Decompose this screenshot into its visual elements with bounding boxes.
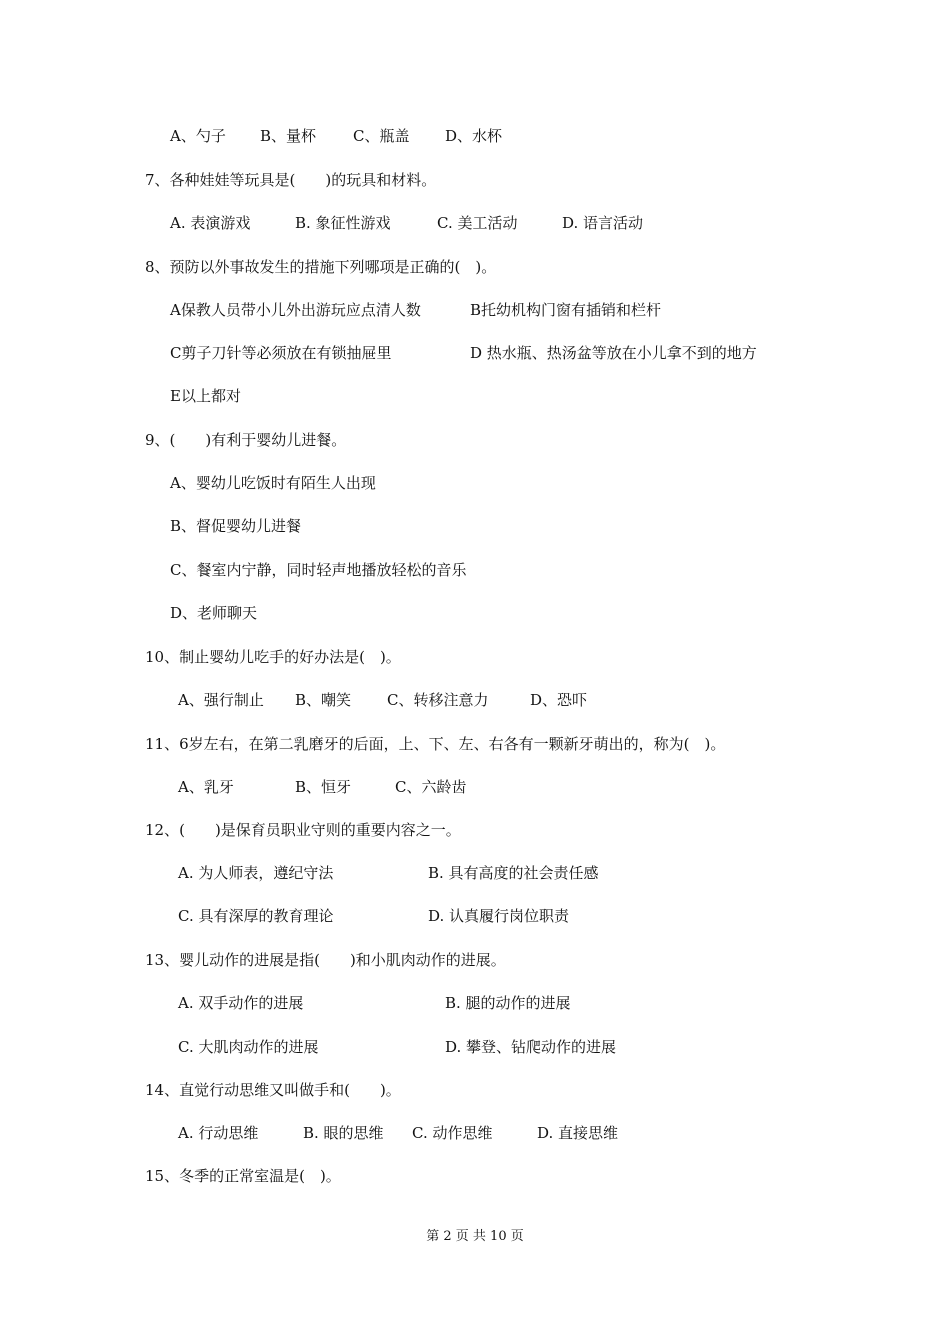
q7-stem: 7、各种娃娃等玩具是( )的玩具和材料。 xyxy=(145,171,437,189)
q13-option-c: C. 大肌肉动作的进展 xyxy=(178,1038,319,1056)
q8-stem: 8、预防以外事故发生的措施下列哪项是正确的( )。 xyxy=(145,258,497,276)
q13-option-b: B. 腿的动作的进展 xyxy=(445,994,571,1012)
q13-option-d: D. 攀登、钻爬动作的进展 xyxy=(445,1038,617,1056)
q9-option-d: D、老师聊天 xyxy=(170,604,258,622)
q7-option-d: D. 语言活动 xyxy=(562,214,644,232)
q12-stem: 12、( )是保育员职业守则的重要内容之一。 xyxy=(145,821,461,839)
q6-option-a: A、勺子 xyxy=(170,127,226,145)
q8-option-b: B托幼机构门窗有插销和栏杆 xyxy=(470,301,662,319)
q10-stem: 10、制止婴幼儿吃手的好办法是( )。 xyxy=(145,648,401,666)
q11-option-b: B、恒牙 xyxy=(295,778,352,796)
q8-option-a: A保教人员带小儿外出游玩应点清人数 xyxy=(170,301,421,319)
q10-option-b: B、嘲笑 xyxy=(295,691,352,709)
q13-option-a: A. 双手动作的进展 xyxy=(178,994,304,1012)
q12-option-b: B. 具有高度的社会责任感 xyxy=(428,864,599,882)
q12-option-d: D. 认真履行岗位职责 xyxy=(428,907,570,925)
q10-option-c: C、转移注意力 xyxy=(387,691,489,709)
q9-option-a: A、婴幼儿吃饭时有陌生人出现 xyxy=(170,474,376,492)
q11-option-a: A、乳牙 xyxy=(178,778,234,796)
q12-option-a: A. 为人师表，遵纪守法 xyxy=(178,864,334,882)
q8-option-c: C剪子刀针等必须放在有锁抽屉里 xyxy=(170,344,392,362)
q7-option-c: C. 美工活动 xyxy=(437,214,518,232)
q12-option-c: C. 具有深厚的教育理论 xyxy=(178,907,334,925)
q7-option-b: B. 象征性游戏 xyxy=(295,214,391,232)
q14-option-a: A. 行动思维 xyxy=(178,1124,259,1142)
q14-option-c: C. 动作思维 xyxy=(412,1124,493,1142)
q8-option-e: E以上都对 xyxy=(170,387,241,405)
q9-option-c: C、餐室内宁静，同时轻声地播放轻松的音乐 xyxy=(170,561,467,579)
q6-option-c: C、瓶盖 xyxy=(353,127,410,145)
q9-stem: 9、( )有利于婴幼儿进餐。 xyxy=(145,431,347,449)
q15-stem: 15、冬季的正常室温是( )。 xyxy=(145,1167,341,1185)
q14-stem: 14、直觉行动思维又叫做手和( )。 xyxy=(145,1081,401,1099)
q6-option-b: B、量杯 xyxy=(260,127,317,145)
q11-option-c: C、六龄齿 xyxy=(395,778,467,796)
q8-option-d: D 热水瓶、热汤盆等放在小儿拿不到的地方 xyxy=(470,344,757,362)
q9-option-b: B、督促婴幼儿进餐 xyxy=(170,517,302,535)
q6-option-d: D、水杯 xyxy=(445,127,503,145)
q10-option-a: A、强行制止 xyxy=(178,691,264,709)
q10-option-d: D、恐吓 xyxy=(530,691,588,709)
page-number: 第 2 页 共 10 页 xyxy=(426,1229,524,1244)
q14-option-d: D. 直接思维 xyxy=(537,1124,619,1142)
q7-option-a: A. 表演游戏 xyxy=(170,214,251,232)
q13-stem: 13、婴儿动作的进展是指( )和小肌肉动作的进展。 xyxy=(145,951,506,969)
q11-stem: 11、6岁左右，在第二乳磨牙的后面，上、下、左、右各有一颗新牙萌出的，称为( )。 xyxy=(145,735,726,753)
q14-option-b: B. 眼的思维 xyxy=(303,1124,384,1142)
